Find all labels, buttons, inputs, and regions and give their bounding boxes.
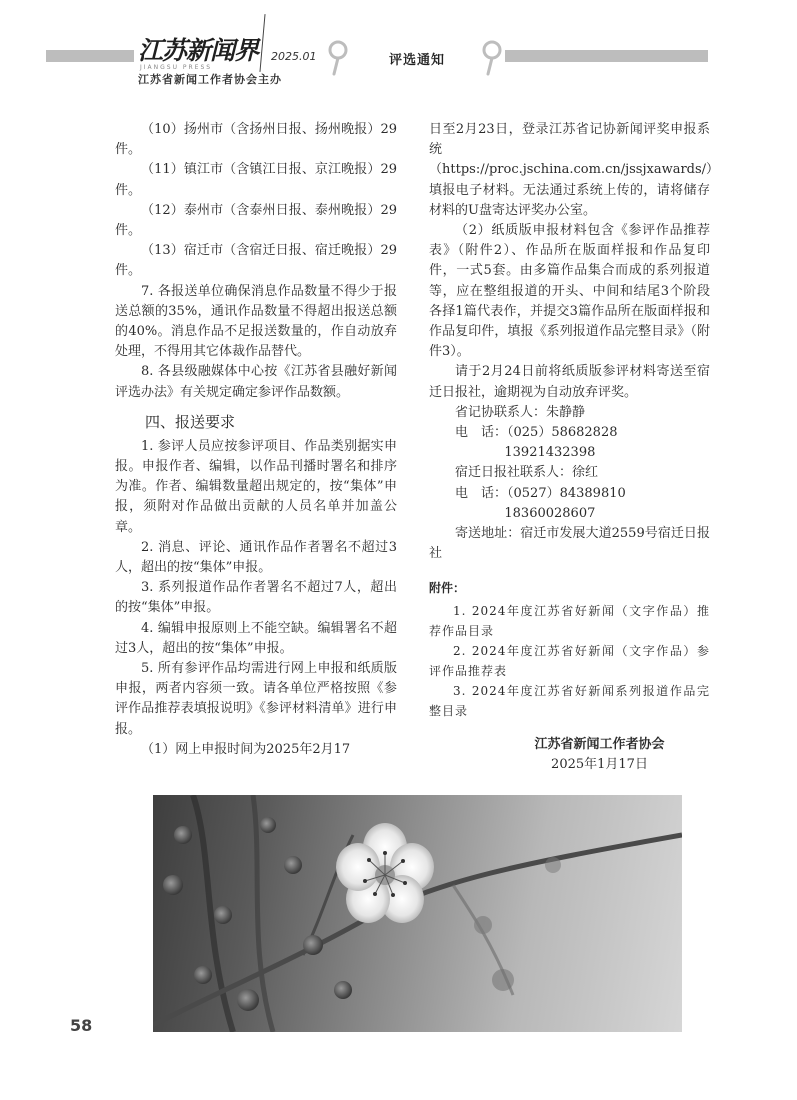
header-bar-left	[46, 50, 134, 62]
paragraph: 日至2月23日，登录江苏省记协新闻评奖申报系统（https://proc.jschina.com.cn/jssjxawards/）填报电子材料。无法通过系统上传的，请将储存材料的U盘寄达评奖办公室。	[429, 122, 720, 218]
paragraph: 8. 各县级融媒体中心按《江苏省县融好新闻评选办法》有关规定确定参评作品数额。	[115, 364, 397, 400]
paragraph: （11）镇江市（含镇江日报、京江晚报）29件。	[115, 162, 397, 198]
left-column	[115, 120, 397, 760]
plum-blossom-photo	[153, 795, 682, 1032]
paragraph: （1）网上申报时间为2025年2月17	[141, 741, 351, 757]
paragraph: 7. 各报送单位确保消息作品数量不得少于报送总额的35%，通讯作品数量不得超出报送总额的40%。消息作品不足报送数量的，作自动放弃处理，不得用其它体裁作品替代。	[115, 283, 397, 360]
organizer-line: 江苏省新闻工作者协会主办	[138, 73, 282, 86]
right-column	[429, 120, 720, 775]
paragraph: 5. 所有参评作品均需进行网上申报和纸质版申报，两者内容须一致。请各单位严格按照《参评作品推荐表填报说明》《参评材料清单》进行申报。	[115, 661, 397, 737]
magazine-brand-subtitle: JIANGSU PRESS	[140, 64, 213, 71]
pin-icon	[328, 40, 348, 76]
page-number: 58	[70, 1016, 93, 1035]
attachment-item: 2. 2024年度江苏省好新闻（文字作品）参评作品推荐表	[429, 643, 710, 678]
header-bar-right	[505, 50, 708, 62]
signature-date: 2025年1月17日	[551, 756, 648, 772]
attachment-item: 1. 2024年度江苏省好新闻（文字作品）推荐作品目录	[429, 603, 710, 638]
pin-icon	[482, 40, 502, 76]
attachments-title: 附件：	[429, 581, 466, 596]
contact-line: 13921432398	[504, 445, 596, 461]
paragraph: （12）泰州市（含泰州日报、泰州晚报）29件。	[115, 202, 397, 239]
contact-line: 18360028607	[504, 505, 596, 521]
paragraph: （10）扬州市（含扬州日报、扬州晚报）29件。	[115, 122, 397, 158]
section-title: 评选通知	[389, 53, 446, 68]
paragraph: 4. 编辑申报原则上不能空缺。编辑署名不超过3人，超出的按“集体”申报。	[115, 620, 397, 656]
issue-number: 2025.01	[271, 50, 317, 63]
contact-line: 电 话：（0527）84389810	[455, 485, 626, 501]
paragraph: 2. 消息、评论、通讯作品作者署名不超过3人，超出的按“集体”申报。	[115, 539, 397, 576]
signature-organization: 江苏省新闻工作者协会	[534, 736, 665, 752]
paragraph: 3. 系列报道作品作者署名不超过7人，超出的按“集体”申报。	[115, 580, 397, 616]
paragraph: 请于2月24日前将纸质版参评材料寄送至宿迁日报社，逾期视为自动放弃评奖。	[429, 364, 710, 400]
paragraph: 1. 参评人员应按参评项目、作品类别据实申报。申报作者、编辑，以作品刊播时署名和排序为准。作者、编辑数量超出规定的，按“集体”申报，须附对作品做出贡献的人员名单并加盖公章。	[115, 438, 397, 535]
blossom-illustration	[153, 795, 682, 1032]
mailing-address: 寄送地址：宿迁市发展大道2559号宿迁日报社	[429, 526, 710, 562]
attachment-item: 3. 2024年度江苏省好新闻系列报道作品完整目录	[429, 683, 710, 718]
contact-line: 宿迁日报社联系人：徐红	[455, 465, 599, 481]
header-divider	[259, 14, 265, 72]
paragraph: （13）宿迁市（含宿迁日报、宿迁晚报）29件。	[115, 243, 397, 279]
contact-line: 电 话：（025）58682828	[455, 425, 618, 441]
magazine-brand: 江苏新闻界	[138, 36, 259, 65]
paragraph: （2）纸质版申报材料包含《参评作品推荐表》（附件2）、作品所在版面样报和作品复印件，一式5套。由多篇作品集合而成的系列报道等，应在整组报道的开头、中间和结尾3个阶段各择1篇代表作，并提交3篇作品所在版面样报和作品复印件，填报《系列报道作品完整目录》（附件3）。	[429, 223, 710, 360]
contact-line: 省记协联系人：朱静静	[455, 404, 586, 420]
section-heading: 四、报送要求	[145, 412, 236, 431]
